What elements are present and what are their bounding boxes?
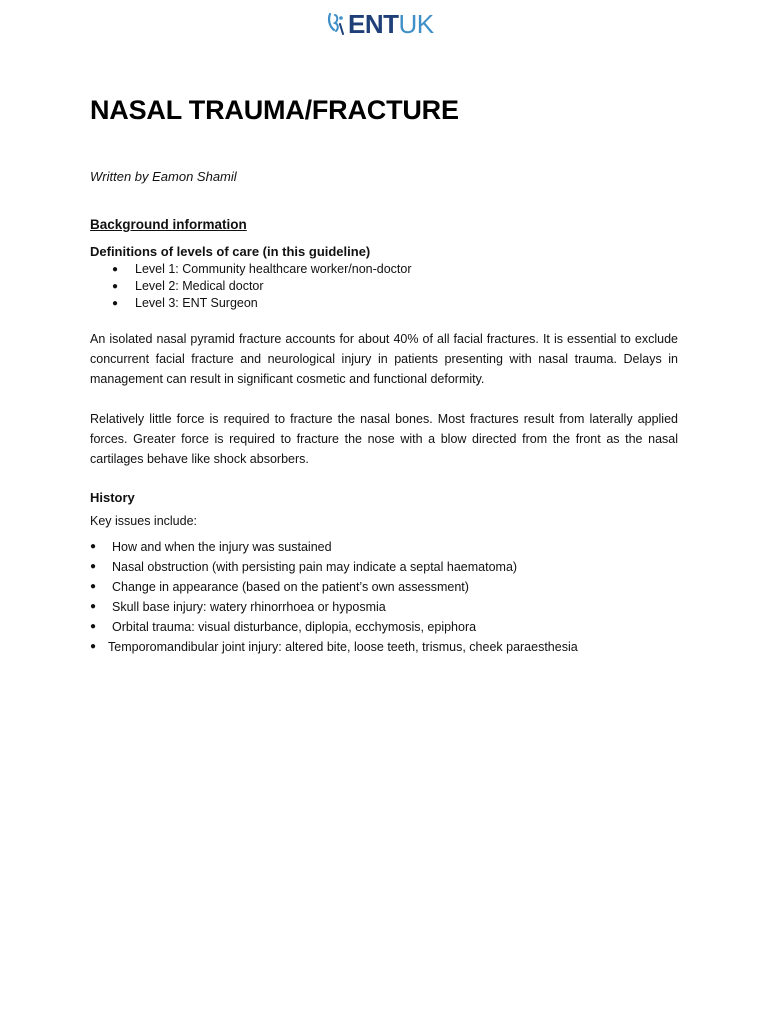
- entuk-logo-mark-icon: [326, 10, 346, 38]
- background-heading: Background information: [90, 217, 247, 232]
- entuk-logo: [326, 9, 434, 39]
- definitions-title: Definitions of levels of care (in this guideline): [90, 244, 371, 259]
- list-item: ● Change in appearance (based on the patient’s own assessment): [90, 577, 678, 597]
- list-item: ● Level 2: Medical doctor: [90, 278, 678, 295]
- logo-text-uk: UK: [398, 8, 434, 39]
- list-item: ● Skull base injury: watery rhinorrhoea or hyposmia: [90, 597, 678, 617]
- author-line: Written by Eamon Shamil: [90, 169, 237, 184]
- history-issues-list: [90, 537, 678, 657]
- list-item: ● Level 1: Community healthcare worker/non-doctor: [90, 261, 678, 278]
- key-issues-intro: Key issues include:: [90, 514, 198, 528]
- levels-list: [90, 261, 678, 312]
- logo-text-ent: ENT: [348, 8, 399, 39]
- background-paragraph-2: Relatively little force is required to fracture the nasal bones. Most fractures result from laterally applied forces. Greater force is required to fracture the nose with a blow directed from the front as the nasal cartilages behave like shock absorbers.: [90, 412, 678, 466]
- background-paragraph-1: An isolated nasal pyramid fracture accounts for about 40% of all facial fractures. It is essential to exclude concurrent facial fracture and neurological injury in patients presenting with nasal trauma. Delays in management can result in significant cosmetic and functional deformity.: [90, 332, 678, 386]
- document-title: NASAL TRAUMA/FRACTURE: [90, 95, 459, 125]
- list-item: ● Orbital trauma: visual disturbance, diplopia, ecchymosis, epiphora: [90, 617, 678, 637]
- list-item: ● Temporomandibular joint injury: altered bite, loose teeth, trismus, cheek paraesthesia: [90, 637, 678, 657]
- list-item: ● Nasal obstruction (with persisting pain may indicate a septal haematoma): [90, 557, 678, 577]
- list-item: ● Level 3: ENT Surgeon: [90, 295, 678, 312]
- document-body: [90, 95, 678, 657]
- history-heading: History: [90, 490, 135, 505]
- list-item: ● How and when the injury was sustained: [90, 537, 678, 557]
